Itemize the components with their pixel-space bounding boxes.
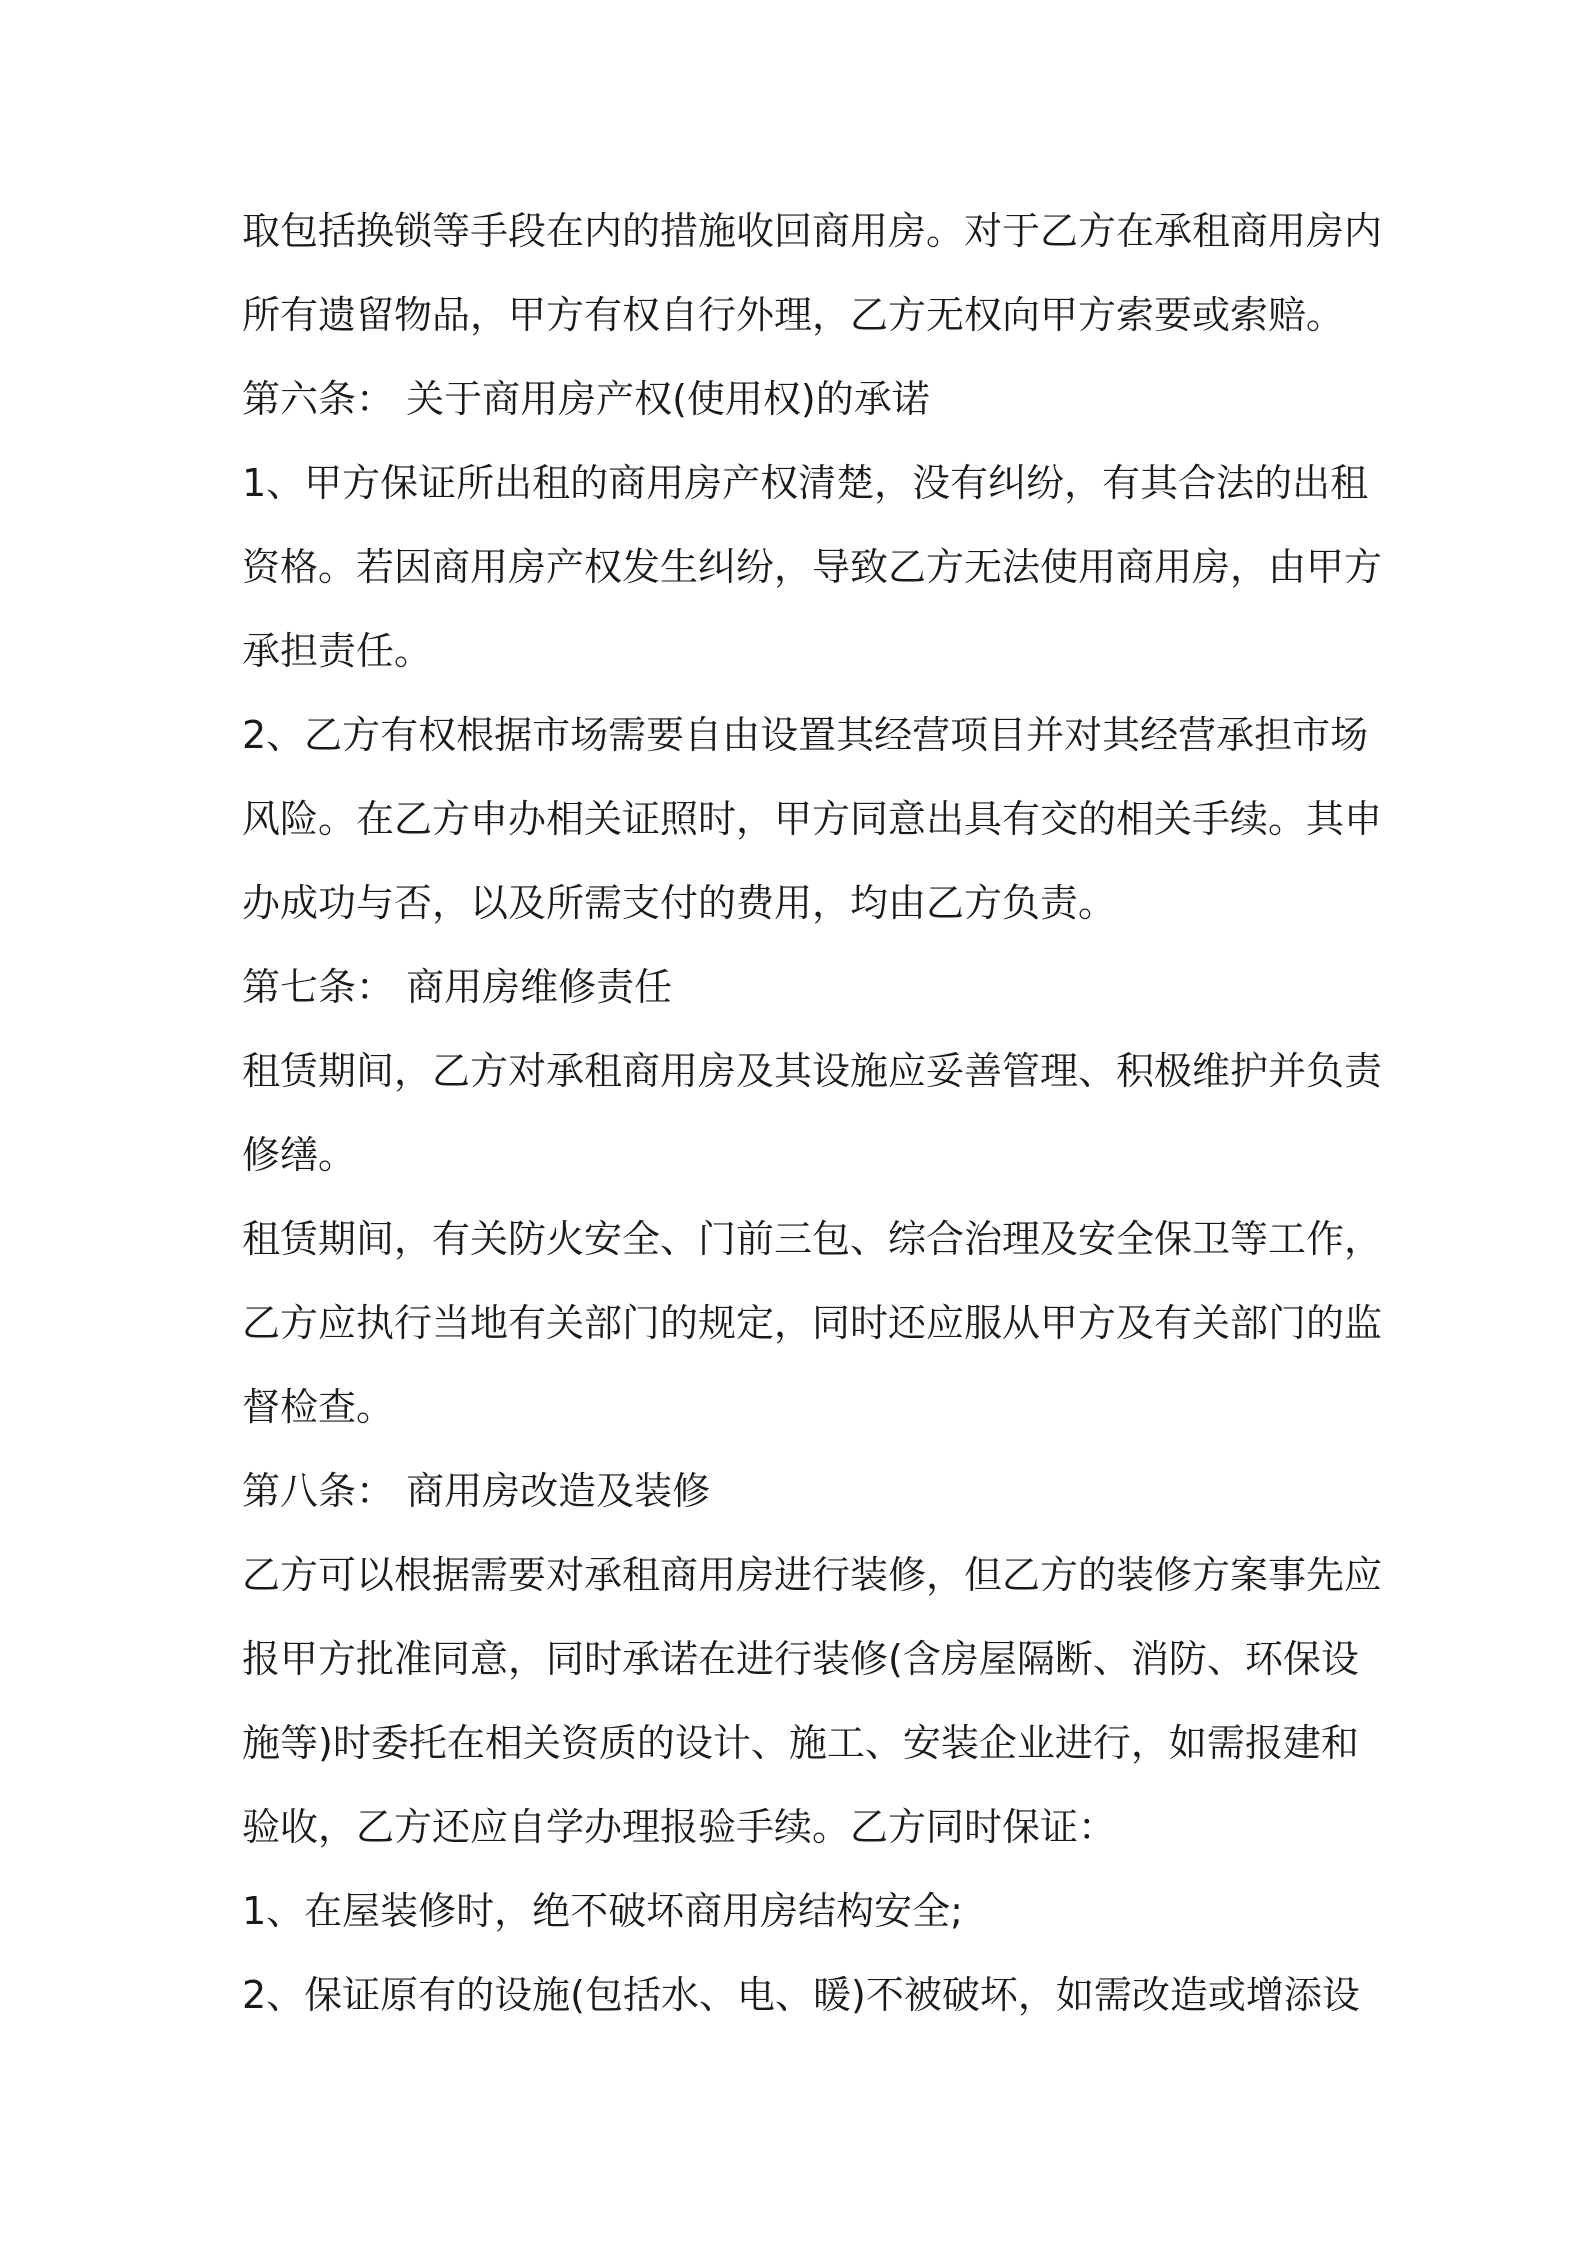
text-line-7: 2、乙方有权根据市场需要自由设置其经营项目并对其经营承担市场 <box>242 713 1369 757</box>
text-line-9: 办成功与否，以及所需支付的费用，均由乙方负责。 <box>242 881 1117 925</box>
text-line-2: 所有遗留物品，甲方有权自行外理，乙方无权向甲方索要或索赔。 <box>242 293 1345 337</box>
text-line-21: 1、在屋装修时，绝不破坏商用房结构安全; <box>242 1889 963 1933</box>
section-heading-article-8: 第八条： 商用房改造及装修 <box>242 1469 711 1513</box>
text-line-8: 风险。在乙方申办相关证照时，甲方同意出具有交的相关手续。其申 <box>242 797 1383 841</box>
section-heading-article-7: 第七条： 商用房维修责任 <box>242 965 673 1009</box>
text-line-11: 租赁期间，乙方对承租商用房及其设施应妥善管理、积极维护并负责 <box>242 1049 1383 1093</box>
text-line-13: 租赁期间，有关防火安全、门前三包、综合治理及安全保卫等工作， <box>242 1217 1383 1261</box>
section-heading-article-6: 第六条： 关于商用房产权(使用权)的承诺 <box>242 377 930 421</box>
text-line-12: 修缮。 <box>242 1133 357 1177</box>
text-line-6: 承担责任。 <box>242 629 433 673</box>
text-line-14: 乙方应执行当地有关部门的规定，同时还应服从甲方及有关部门的监 <box>242 1301 1383 1345</box>
text-line-15: 督检查。 <box>242 1385 395 1429</box>
text-line-5: 资格。若因商用房产权发生纠纷，导致乙方无法使用商用房，由甲方 <box>242 545 1383 589</box>
text-line-1: 取包括换锁等手段在内的措施收回商用房。对于乙方在承租商用房内 <box>242 209 1383 253</box>
text-line-18: 报甲方批准同意，同时承诺在进行装修(含房屋隔断、消防、环保设 <box>242 1637 1359 1681</box>
text-line-22: 2、保证原有的设施(包括水、电、暖)不被破坏，如需改造或增添设 <box>242 1973 1360 2017</box>
text-line-17: 乙方可以根据需要对承租商用房进行装修，但乙方的装修方案事先应 <box>242 1553 1383 1597</box>
text-line-4: 1、甲方保证所出租的商用房产权清楚，没有纠纷，有其合法的出租 <box>242 461 1369 505</box>
text-line-20: 验收，乙方还应自学办理报验手续。乙方同时保证： <box>242 1805 1117 1849</box>
document-body <box>242 197 1383 2045</box>
text-line-19: 施等)时委托在相关资质的设计、施工、安装企业进行，如需报建和 <box>242 1721 1359 1765</box>
